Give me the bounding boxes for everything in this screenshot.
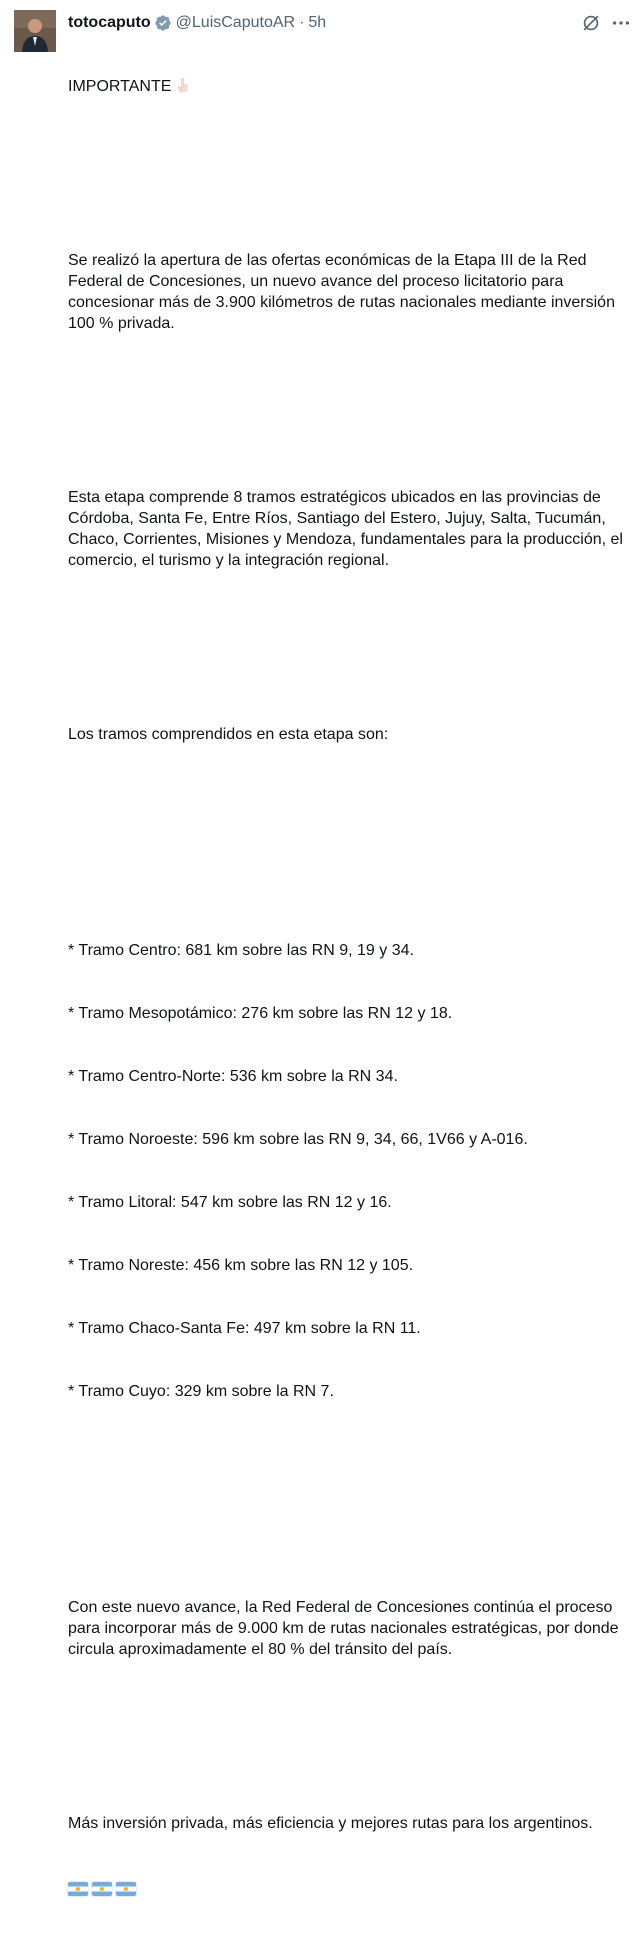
argentina-flag-icon xyxy=(68,1882,88,1896)
tramos-list xyxy=(68,898,634,1444)
display-name[interactable]: totocaputo xyxy=(68,14,151,31)
argentina-flag-icon xyxy=(92,1882,112,1896)
list-item: * Tramo Chaco-Santa Fe: 497 km sobre la RN 11. xyxy=(68,1320,421,1337)
list-intro: Los tramos comprendidos en esta etapa son: xyxy=(68,726,389,743)
avatar-image xyxy=(14,10,56,52)
paragraph-2: Esta etapa comprende 8 tramos estratégicos ubicados en las provincias de Córdoba, Santa Fe, Entre Ríos, Santiago del Estero, Jujuy, Salta, Tucumán, Chaco, Corrientes, Misiones y Mendoza, fundamentales para la producción, el comercio, el turismo y la integración regional. xyxy=(68,489,628,569)
author-handle[interactable]: @LuisCaputoAR xyxy=(175,14,296,31)
grok-icon[interactable] xyxy=(580,12,602,34)
tweet-text xyxy=(68,34,634,1938)
tweet-header xyxy=(68,12,620,34)
pointing-down-hand-icon xyxy=(175,77,191,93)
paragraph-4: Más inversión privada, más eficiencia y mejores rutas para los argentinos. xyxy=(68,1815,593,1832)
list-item: * Tramo Centro: 681 km sobre las RN 9, 19 y 34. xyxy=(68,942,414,959)
list-item: * Tramo Litoral: 547 km sobre las RN 12 y 16. xyxy=(68,1194,392,1211)
argentina-flag-icon xyxy=(116,1882,136,1896)
more-icon[interactable] xyxy=(610,12,632,34)
paragraph-1: Se realizó la apertura de las ofertas económicas de la Etapa III de la Red Federal de Concesiones, un nuevo avance del proceso licitatorio para concesionar más de 3.900 kilómetros de rutas nacionales mediante inversión 100 % privada. xyxy=(68,252,620,332)
flags-row xyxy=(68,1882,634,1896)
list-item: * Tramo Mesopotámico: 276 km sobre las RN 12 y 18. xyxy=(68,1005,453,1022)
list-item: * Tramo Cuyo: 329 km sobre la RN 7. xyxy=(68,1383,334,1400)
tweet-first-line xyxy=(68,76,634,97)
list-item: * Tramo Centro-Norte: 536 km sobre la RN 34. xyxy=(68,1068,398,1085)
list-item: * Tramo Noroeste: 596 km sobre las RN 9, 34, 66, 1V66 y A-016. xyxy=(68,1131,528,1148)
avatar[interactable] xyxy=(14,10,56,52)
tweet-timestamp[interactable]: 5h xyxy=(308,14,327,31)
verified-badge-icon xyxy=(154,14,172,32)
separator-dot: · xyxy=(299,14,305,31)
list-item: * Tramo Noreste: 456 km sobre las RN 12 y 105. xyxy=(68,1257,414,1274)
paragraph-3: Con este nuevo avance, la Red Federal de Concesiones continúa el proceso para incorporar más de 9.000 km de rutas nacionales estratégicas, por donde circula aproximadamente el 80 % del tránsito del país. xyxy=(68,1599,623,1658)
tweet-heading: IMPORTANTE xyxy=(68,78,172,95)
